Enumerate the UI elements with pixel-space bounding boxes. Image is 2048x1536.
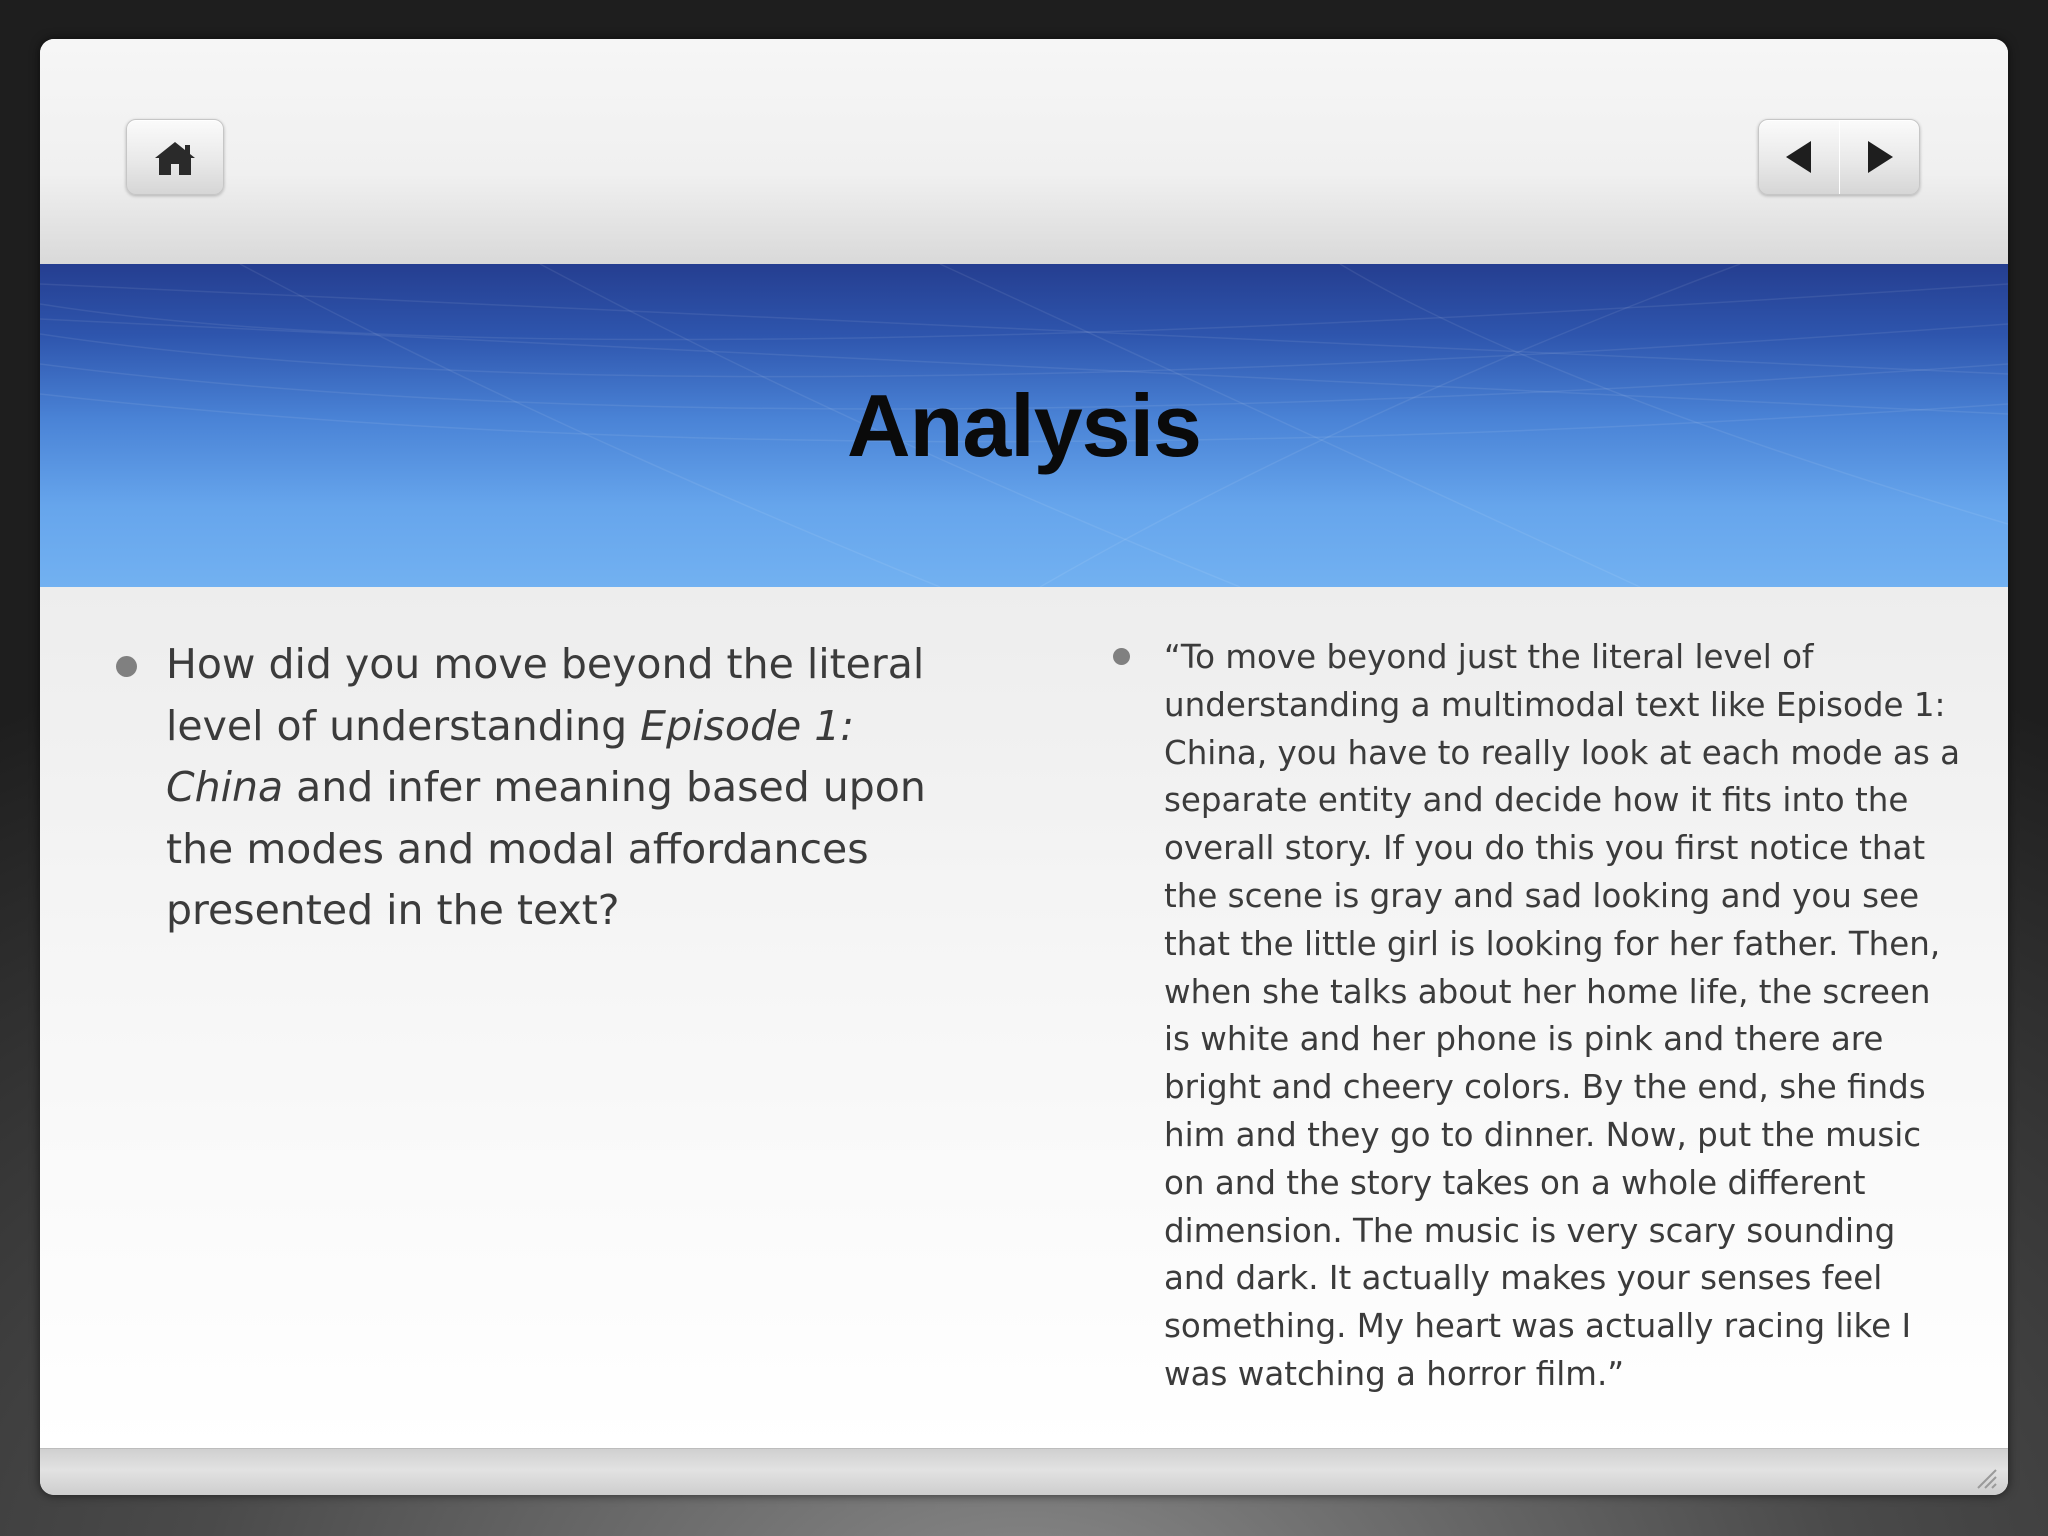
home-icon — [127, 120, 223, 194]
answer-quote-text: “To move beyond just the literal level of understanding a multimodal text like Episode 1: China, you have to really look at each mode as a separate entity and decide how it fits into the overall story. If you do this you first notice that the scene is gray and sad looking and you see that the little girl is looking for her father. Then, when she talks about her home life, the screen is white and her phone is pink and there are bright and cheery colors. By the end, she finds him and they go to dinner. Now, put the music on and the story takes on a whole different dimension. The music is very scary sounding and dark. It actually makes your senses feel something. My heart was actually racing like I was watching a horror film.” — [1164, 638, 1960, 1393]
question-text-block — [166, 634, 946, 942]
arrow-left-icon — [1759, 120, 1839, 194]
arrow-right-icon — [1840, 120, 1920, 194]
previous-slide-button[interactable] — [1759, 120, 1840, 194]
title-banner — [40, 264, 2008, 587]
question-text — [166, 634, 946, 942]
answer-text-block — [1164, 634, 1964, 1399]
slide-navigation — [1758, 119, 1920, 195]
bullet-dot-right — [1113, 648, 1130, 665]
top-toolbar — [40, 39, 2008, 264]
question-text-italic: Episode 1: China — [166, 701, 855, 811]
bottom-status-bar — [40, 1448, 2008, 1495]
next-slide-button[interactable] — [1839, 120, 1920, 194]
resize-grip-icon[interactable] — [1972, 1464, 1998, 1490]
slide-title: Analysis — [847, 376, 1201, 475]
home-button[interactable] — [126, 119, 224, 195]
question-text-part1: How did you move beyond the literal level of understanding — [166, 640, 925, 750]
question-text-part2: and infer meaning based upon the modes and modal affordances presented in the text? — [166, 763, 926, 934]
bullet-dot-left — [116, 656, 137, 677]
